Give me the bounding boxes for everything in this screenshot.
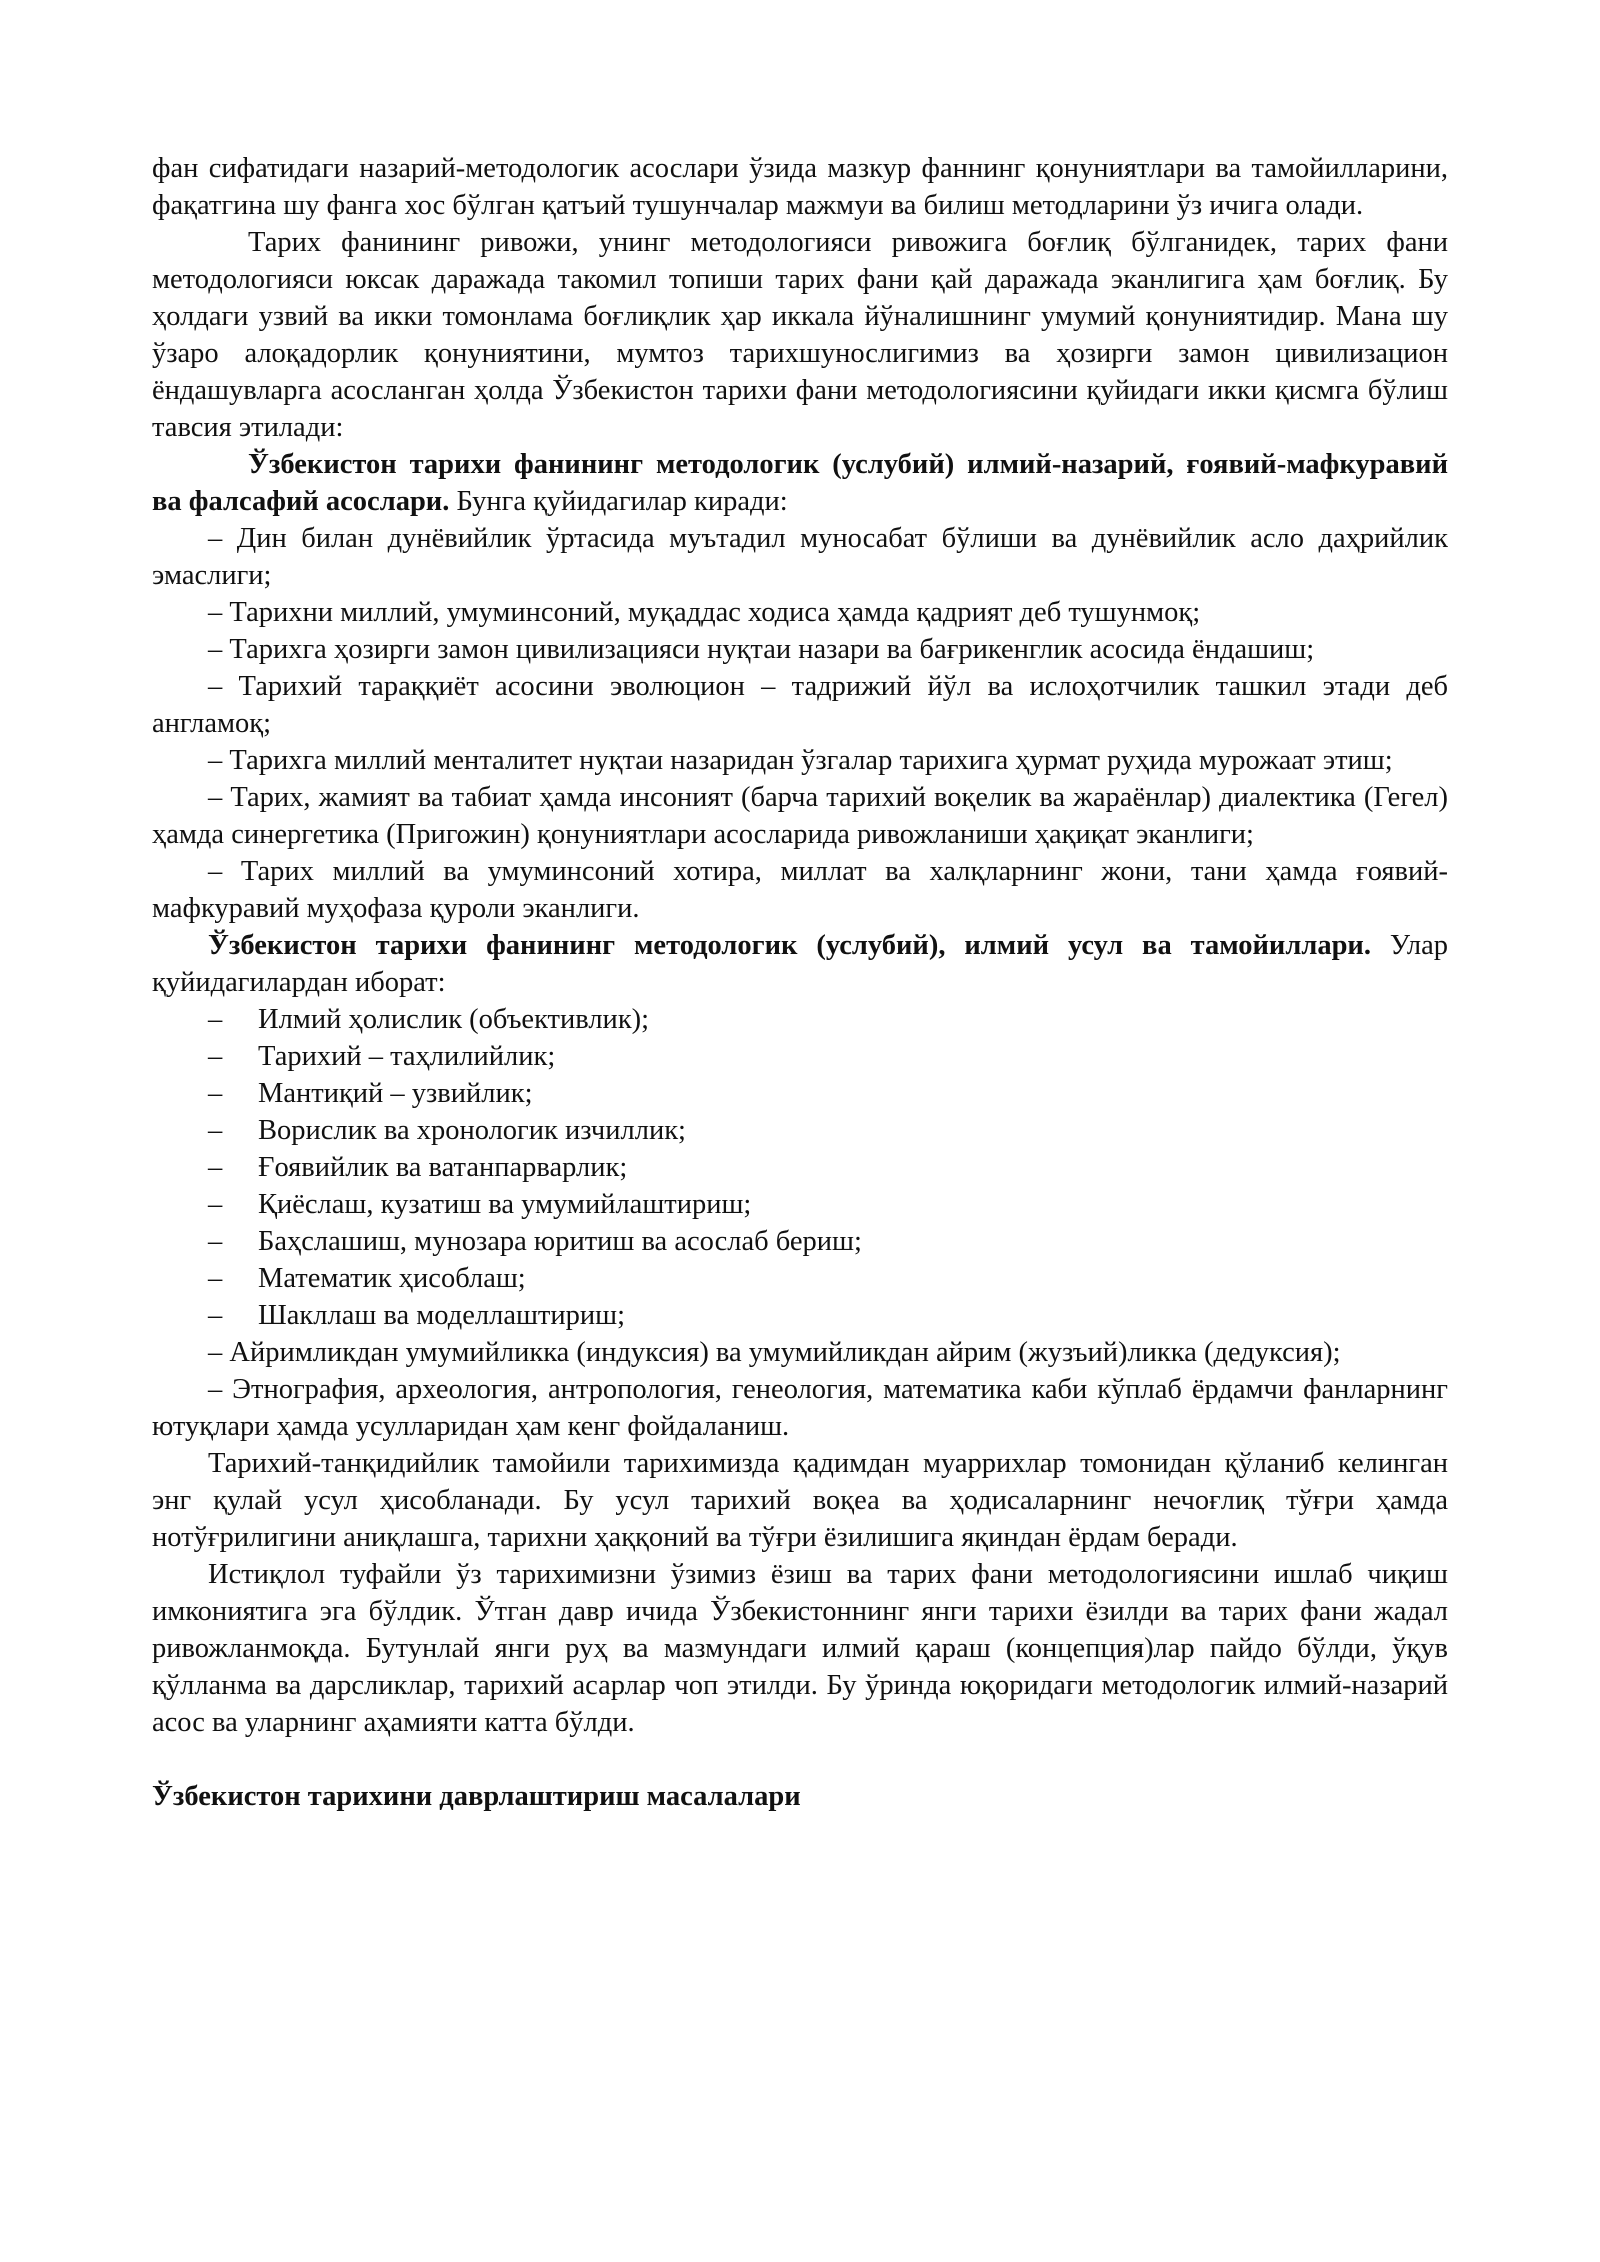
paragraph-intro: фан сифатидаги назарий-методологик асослари ўзида мазкур фаннинг қонуниятлари ва тамойилларини, фақатгина шу фанга хос бўлган қатъий тушунчалар мажмуи ва билиш методларини ўз ичига олади. <box>152 153 1448 221</box>
section-2-title: Ўзбекистон тарихи фанининг методологик (услубий), илмий усул ва тамойиллари. <box>208 930 1371 961</box>
list-item-text: Қиёслаш, кузатиш ва умумийлаштириш; <box>258 1189 752 1220</box>
list-item-text: Мантиқий – узвийлик; <box>258 1078 533 1109</box>
list-dash: – <box>208 1263 223 1294</box>
list-item-text: Тарихий – таҳлилийлик; <box>258 1041 556 1072</box>
list-item: – Тарихий тараққиёт асосини эволюцион – тадрижий йўл ва ислоҳотчилик ташкил этади деб англамоқ; <box>152 671 1448 739</box>
list-dash: – <box>208 1004 223 1035</box>
paragraph-section-1 <box>152 446 1448 520</box>
list-item-text: Шакллаш ва моделлаштириш; <box>258 1300 625 1331</box>
list-dash: – <box>208 1041 223 1072</box>
list-item <box>152 1001 1448 1038</box>
list-item-text: Математик ҳисоблаш; <box>258 1263 526 1294</box>
section-2-lead: Улар қуйидагилардан иборат: <box>152 930 1448 998</box>
list-item: – Тарихни миллий, умуминсоний, муқаддас ходиса ҳамда қадрият деб тушунмоқ; <box>208 597 1201 628</box>
list-item: – Тарихга миллий менталитет нуқтаи назаридан ўзгалар тарихига ҳурмат руҳида мурожаат этиш; <box>208 745 1393 776</box>
list-item-text: Баҳслашиш, мунозара юритиш ва асослаб бериш; <box>258 1226 862 1257</box>
list-item-text: Ворислик ва хронологик изчиллик; <box>258 1115 686 1146</box>
section-1-lead: Бунга қуйидагилар киради: <box>449 486 788 517</box>
paragraph-critical-method: Тарихий-танқидийлик тамойили тарихимизда қадимдан муаррихлар томонидан қўланиб келинган энг қулай усул ҳисобланади. Бу усул тарихий воқеа ва ҳодисаларнинг нечоғлиқ тўғри ҳамда нотўғрилигини аниқлашга, тарихни ҳаққоний ва тўғри ёзилишига яқиндан ёрдам беради. <box>152 1448 1448 1553</box>
list-dash: – <box>208 1078 223 1109</box>
list-item <box>152 1075 1448 1112</box>
section-1-title: Ўзбекистон тарихи фанининг методологик (услубий) илмий-назарий, ғоявий-мафкуравий ва фалсафий асослари. <box>152 449 1448 517</box>
paragraph-independence: Истиқлол туфайли ўз тарихимизни ўзимиз ёзиш ва тарих фани методологиясини ишлаб чиқиш имкониятига эга бўлдик. Ўтган давр ичида Ўзбекистоннинг янги тарихи ёзилди ва тарих фани жадал ривожланмоқда. Бутунлай янги руҳ ва мазмундаги илмий қараш (концепция)лар пайдо бўлди, ўқув қўлланма ва дарсликлар, тарихий асарлар чоп этилди. Бу ўринда юқоридаги методологик илмий-назарий асос ва уларнинг аҳамияти катта бўлди. <box>152 1559 1448 1738</box>
list-item-text: Ғоявийлик ва ватанпарварлик; <box>258 1152 628 1183</box>
paragraph-methodology: Тарих фанининг ривожи, унинг методологияси ривожига боғлиқ бўлганидек, тарих фани методологияси юксак даражада такомил топиши тарих фани қай даражада эканлигига ҳам боғлиқ. Бу ҳолдаги узвий ва икки томонлама боғлиқлик ҳар иккала йўналишнинг умумий қонуниятидир. Мана шу ўзаро алоқадорлик қонуниятини, мумтоз тарихшунослигимиз ва ҳозирги замон цивилизацион ёндашувларга асосланган ҳолда Ўзбекистон тарихи фани методологиясини қуйидаги икки қисмга бўлиш тавсия этилади: <box>152 227 1448 443</box>
list-item <box>152 1260 1448 1297</box>
list-item <box>152 1149 1448 1186</box>
list-dash: – <box>208 1115 223 1146</box>
list-item <box>152 1297 1448 1334</box>
list-item <box>152 1186 1448 1223</box>
list-dash: – <box>208 1300 223 1331</box>
list-item <box>152 1038 1448 1075</box>
document-page <box>152 150 1448 1815</box>
list-item: – Тарихга ҳозирги замон цивилизацияси нуқтаи назари ва бағрикенглик асосида ёндашиш; <box>208 634 1315 665</box>
list-item-text: Илмий ҳолислик (объективлик); <box>258 1004 650 1035</box>
list-item <box>152 1112 1448 1149</box>
list-dash: – <box>208 1189 223 1220</box>
list-item: – Айримликдан умумийликка (индуксия) ва умумийликдан айрим (жузъий)ликка (дедуксия); <box>208 1337 1341 1368</box>
section-heading: Ўзбекистон тарихини даврлаштириш масалалари <box>152 1781 801 1812</box>
list-item: – Тарих миллий ва умуминсоний хотира, миллат ва халқларнинг жони, тани ҳамда ғоявий-мафкуравий муҳофаза қуроли эканлиги. <box>152 856 1448 924</box>
list-item: – Дин билан дунёвийлик ўртасида муътадил муносабат бўлиши ва дунёвийлик асло даҳрийлик эмаслиги; <box>152 523 1448 591</box>
list-item <box>152 1223 1448 1260</box>
list-dash: – <box>208 1152 223 1183</box>
list-dash: – <box>208 1226 223 1257</box>
list-item: – Этнография, археология, антропология, генеология, математика каби кўплаб ёрдамчи фанларнинг ютуқлари ҳамда усулларидан ҳам кенг фойдаланиш. <box>152 1374 1448 1442</box>
paragraph-section-2 <box>152 927 1448 1001</box>
list-item: – Тарих, жамият ва табиат ҳамда инсоният (барча тарихий воқелик ва жараёнлар) диалектика (Гегел) ҳамда синергетика (Пригожин) қонуниятлари асосларида ривожланиши ҳақиқат эканлиги; <box>152 782 1448 850</box>
